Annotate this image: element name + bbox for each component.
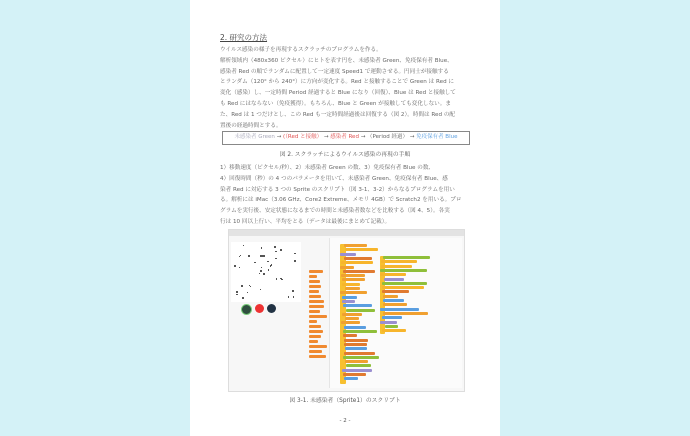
stage-dot — [236, 294, 238, 296]
stage-dot — [294, 260, 296, 262]
script-block — [344, 343, 367, 346]
palette-block — [309, 285, 321, 288]
script-block — [344, 377, 357, 380]
stage-dot — [249, 285, 251, 287]
script-block — [342, 313, 363, 316]
script-block — [380, 308, 419, 311]
script-block — [340, 253, 356, 256]
palette-block — [309, 350, 322, 353]
scratch-screenshot-figure — [228, 229, 465, 392]
script-block — [344, 326, 367, 329]
sprite-red-thumb — [255, 304, 264, 313]
text-line: 置後の経過時間とする。 — [220, 122, 282, 129]
palette-block — [309, 320, 317, 323]
script-block — [380, 269, 427, 272]
script-block — [342, 369, 372, 372]
palette-block — [309, 355, 326, 358]
palette-block — [309, 290, 319, 293]
script-block — [380, 273, 406, 276]
script-block — [381, 265, 412, 268]
stage-dot — [293, 296, 295, 298]
script-block — [381, 260, 417, 263]
arrow: → — [323, 134, 329, 140]
script-block — [343, 304, 373, 307]
script-block — [384, 278, 404, 281]
script-block — [340, 266, 354, 269]
flow-contact: （Red と接触） — [285, 134, 323, 140]
figure-2-caption: 図 2. スクラッチによるウイルス感染の再現の手順 — [279, 152, 411, 158]
palette-block — [309, 325, 321, 328]
scratch-stage — [231, 242, 301, 302]
stage-dot — [267, 261, 269, 263]
script-block — [383, 256, 431, 259]
script-block — [345, 287, 360, 290]
text-line: グラムを実行後、安定状態になるまでの時間と未感染者数などを比較する（図 4、5）。各実 — [220, 208, 450, 215]
script-block — [382, 290, 409, 293]
window-titlebar — [229, 230, 464, 236]
script-block — [346, 364, 371, 367]
script-block — [344, 339, 368, 342]
stage-dot — [248, 255, 250, 257]
page-number: - 2 - — [339, 418, 351, 424]
text-line: ウイルス感染の様子を再現するスクラッチのプログラムを作る。 — [220, 47, 382, 53]
script-block — [343, 373, 366, 376]
script-block — [345, 347, 367, 350]
text-line: も Red にはならない（免疫獲得）。もちろん、Blue と Green が接触しても変化しない。ま — [220, 100, 451, 107]
stage-dot — [275, 251, 277, 253]
script-block — [385, 325, 398, 328]
script-block — [341, 321, 360, 324]
stage-dot — [274, 246, 276, 248]
stage-dot — [259, 273, 261, 275]
script-block — [342, 283, 360, 286]
stage-dot — [254, 262, 256, 264]
text-line: 解析領域内（480x360 ピクセル）にヒトを表す円を、未感染者 Green、免疫保有者 Blue、 — [220, 57, 453, 64]
sprite-blue-thumb — [267, 304, 276, 313]
text-line: た、Red は 1 つだけとし、この Red も一定時間経過後は回復する（図 2）。時間は Red の配 — [220, 111, 456, 118]
palette-block — [309, 340, 318, 343]
stage-dot — [280, 249, 282, 251]
script-block — [341, 274, 365, 277]
script-block — [341, 261, 373, 264]
stage-dot — [261, 247, 263, 249]
stage-dot — [268, 269, 270, 271]
stage-dot — [288, 296, 290, 298]
script-block — [343, 330, 377, 333]
stage-dot — [261, 267, 263, 269]
script-block — [382, 316, 402, 319]
stage-dot — [280, 278, 282, 280]
script-block — [343, 270, 375, 273]
stage-dot — [234, 265, 236, 267]
stage-dot — [276, 278, 278, 280]
script-area — [329, 238, 462, 388]
stage-dot — [242, 297, 244, 299]
palette-block — [309, 295, 321, 298]
flow-red: 感染者 Red — [330, 134, 359, 140]
text-line: 感染者 Red の順でランダムに配置して一定速度 Speed1 で運動させる。円同士が接触する — [220, 68, 449, 75]
text-line: 行は 10 回以上行い、平均をとる（データは最後にまとめて記載）。 — [220, 218, 391, 225]
text-line: とランダム（120° から 240°）に方向が変化する。Red と接触することで Green は Red に — [220, 79, 454, 86]
flow-period: （Period 経過） — [367, 134, 408, 140]
script-block — [344, 352, 375, 355]
script-block — [382, 286, 424, 289]
stage-dot — [260, 289, 262, 291]
script-block — [343, 334, 358, 337]
stage-dot — [236, 291, 238, 293]
palette-block — [309, 315, 327, 318]
palette-block — [309, 345, 327, 348]
script-block — [383, 303, 407, 306]
sprite-green-thumb — [241, 304, 252, 315]
stage-dot — [240, 255, 242, 257]
text-line: 4）回復時間（秒）の 4 つのパラメータを用いて、未感染者 Green、免疫保有者 Blue、感 — [220, 175, 448, 182]
palette-block — [309, 280, 320, 283]
text-line: る。解析には iMac（3.06 GHz、Core2 Extreme、メモリ 4GB）で Scratch2 を用いる。プロ — [220, 197, 462, 204]
script-block — [344, 244, 367, 247]
script-block — [345, 248, 379, 251]
stage-dot — [264, 255, 266, 257]
script-block — [380, 321, 397, 324]
arrow: → — [276, 134, 282, 140]
palette-block — [309, 330, 323, 333]
palette-block — [309, 310, 320, 313]
flow-blue: 免疫保有者 Blue — [416, 134, 458, 140]
section-heading: 2. 研究の方法 — [220, 33, 268, 42]
stage-dot — [271, 264, 273, 266]
stage-dot — [239, 267, 241, 269]
text-line: 1）移動速度（ピクセル/秒）、2）未感染者 Green の数、3）免疫保有者 Blue の数、 — [220, 165, 435, 171]
script-block — [342, 300, 354, 303]
script-block — [340, 291, 367, 294]
document-page — [190, 0, 500, 436]
script-block — [344, 257, 372, 260]
stage-dot — [243, 245, 245, 247]
script-block — [342, 296, 357, 299]
stage-dot — [263, 273, 265, 275]
palette-block — [309, 270, 323, 273]
figure-3-1-caption: 図 3-1. 未感染者（Sprite1）のスクリプト — [289, 398, 401, 404]
arrow: → — [409, 134, 415, 140]
script-block — [345, 360, 368, 363]
stage-dot — [262, 255, 264, 257]
stage-dot — [241, 285, 243, 287]
stage-dot — [247, 292, 249, 294]
script-block — [345, 317, 359, 320]
infection-flow-box: 未感染者 Green → (（Red と接触） → 感染者 Red → （Period 経過） → 免疫保有者 Blue — [222, 131, 470, 145]
palette-block — [309, 305, 324, 308]
arrow: → — [360, 134, 366, 140]
script-block — [343, 356, 379, 359]
stage-dot — [294, 253, 296, 255]
paragraph-method — [220, 45, 474, 131]
stage-dot — [292, 290, 294, 292]
script-block — [383, 299, 404, 302]
script-block — [383, 295, 398, 298]
script-block — [342, 278, 366, 281]
paragraph-parameters — [220, 163, 474, 228]
palette-block — [309, 300, 324, 303]
script-block — [383, 312, 427, 315]
script-block — [382, 282, 427, 285]
stage-dot — [260, 270, 262, 272]
palette-block — [309, 275, 317, 278]
script-block — [346, 309, 375, 312]
palette-block — [309, 335, 321, 338]
text-line: 変化（感染）し、一定時間 Period 経過すると Blue になり（回復）、Blue は Red と接触して — [220, 90, 456, 97]
stage-dot — [275, 258, 277, 260]
script-block — [382, 329, 406, 332]
text-line: 染者 Red に対応する 3 つの Sprite のスクリプト（図 3-1、3-2）からなるプログラムを用い — [220, 186, 455, 193]
flow-green: 未感染者 Green — [234, 134, 275, 140]
